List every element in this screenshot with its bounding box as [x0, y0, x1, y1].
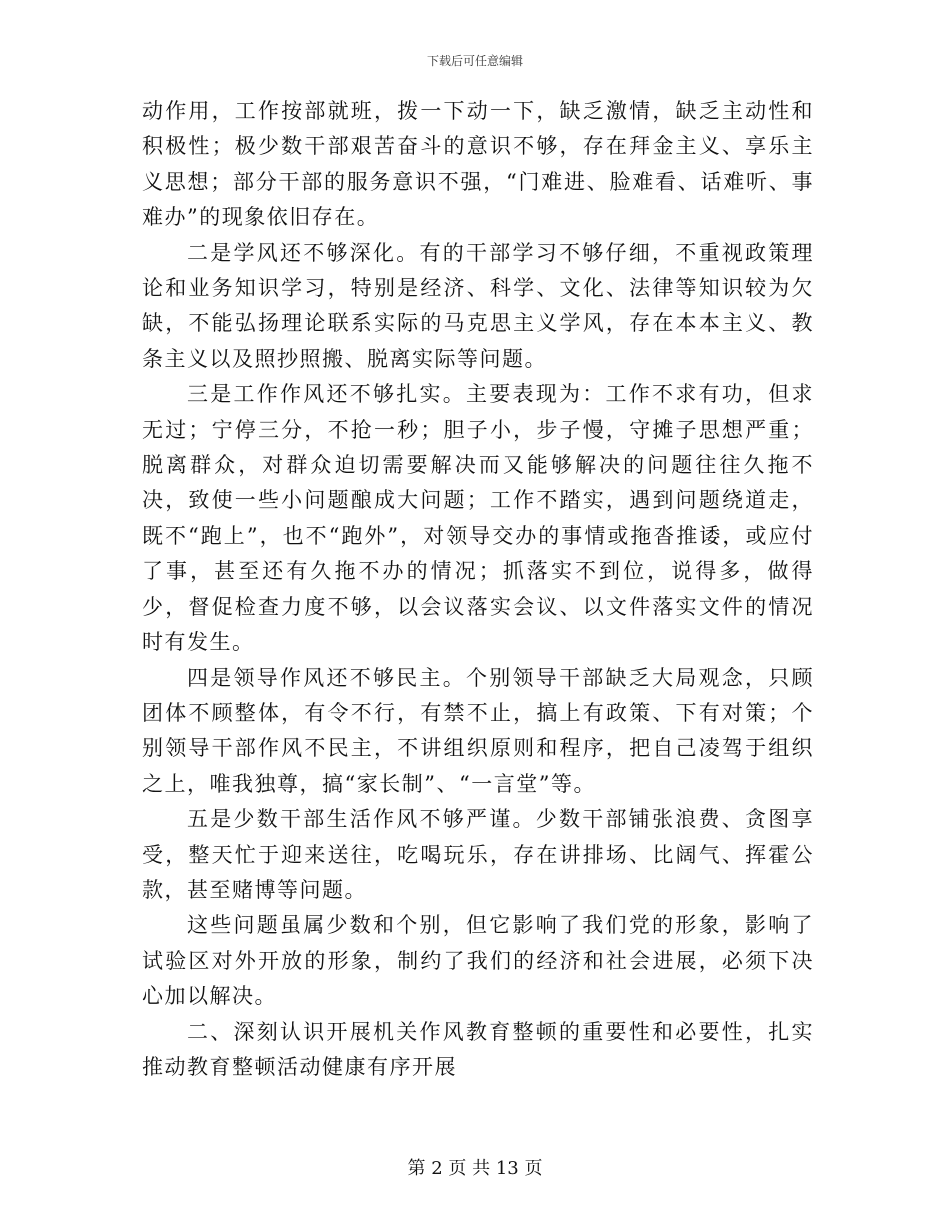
paragraph: 五是少数干部生活作风不够严谨。少数干部铺张浪费、贪图享受，整天忙于迎来送往，吃喝玩乐，存在讲排场、比阔气、挥霍公款，甚至赌博等问题。: [142, 807, 814, 902]
header-note: 下载后可任意编辑: [426, 54, 523, 68]
page-number-footer: 第 2 页 共 13 页: [407, 1158, 543, 1179]
paragraph: 动作用，工作按部就班，拨一下动一下，缺乏激情，缺乏主动性和积极性；极少数干部艰苦奋斗的意识不够，存在拜金主义、享乐主义思想；部分干部的服务意识不强，“门难进、脸难看、话难听、事难办”的现象依旧存在。: [142, 99, 814, 230]
paragraph: 四是领导作风还不够民主。个别领导干部缺乏大局观念，只顾团体不顾整体，有令不行，有禁不止，搞上有政策、下有对策；个别领导干部作风不民主，不讲组织原则和程序，把自己凌驾于组织之上，唯我独尊，搞“家长制”、“一言堂”等。: [142, 665, 814, 796]
paragraph: 三是工作作风还不够扎实。主要表现为：工作不求有功，但求无过；宁停三分，不抢一秒；胆子小，步子慢，守摊子思想严重；脱离群众，对群众迫切需要解决而又能够解决的问题往往久拖不决，致使一些小问题酿成大问题；工作不踏实，遇到问题绕道走，既不“跑上”，也不“跑外”，对领导交办的事情或拖沓推诿，或应付了事，甚至还有久拖不办的情况；抓落实不到位，说得多，做得少，督促检查力度不够，以会议落实会议、以文件落实文件的情况时有发生。: [142, 382, 814, 655]
document-body: [142, 94, 814, 1085]
section-heading: 二、深刻认识开展机关作风教育整顿的重要性和必要性，扎实推动教育整顿活动健康有序开展: [142, 1019, 814, 1079]
paragraph: 这些问题虽属少数和个别，但它影响了我们党的形象，影响了试验区对外开放的形象，制约了我们的经济和社会进展，必须下决心加以解决。: [142, 913, 814, 1009]
paragraph: 二是学风还不够深化。有的干部学习不够仔细，不重视政策理论和业务知识学习，特别是经济、科学、文化、法律等知识较为欠缺，不能弘扬理论联系实际的马克思主义学风，存在本本主义、教条主义以及照抄照搬、脱离实际等问题。: [142, 240, 814, 371]
